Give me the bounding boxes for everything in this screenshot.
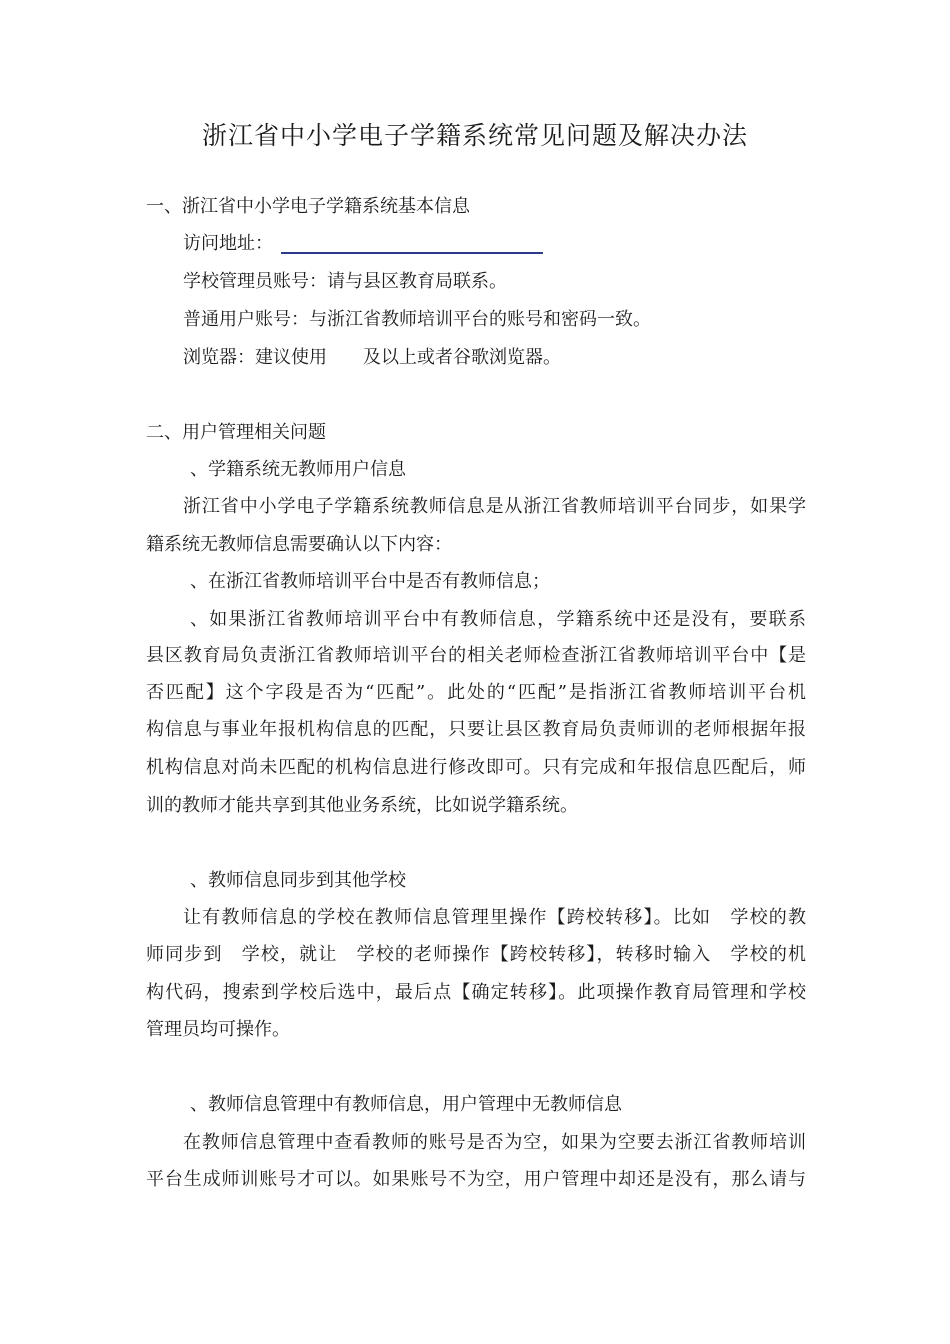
q3-paragraph-line: 在教师信息管理中查看教师的账号是否为空，如果为空要去浙江省教师培训 (183, 1132, 806, 1153)
browser-line: 浏览器：建议使用 及以上或者谷歌浏览器。 (183, 347, 561, 368)
access-address-label: 访问地址： (183, 233, 273, 254)
q1-item2-line: 训的教师才能共享到其他业务系统，比如说学籍系统。 (146, 795, 578, 816)
section2-heading: 二、用户管理相关问题 (146, 422, 326, 443)
q3-paragraph-line: 平台生成师训账号才可以。如果账号不为空，用户管理中却还是没有，那么请与 (146, 1169, 806, 1190)
q1-item2-line: 构信息与事业年报机构信息的匹配，只要让县区教育局负责师训的老师根据年报 (146, 719, 806, 740)
admin-account-line: 学校管理员账号：请与县区教育局联系。 (183, 271, 507, 292)
q1-title: 、学籍系统无教师用户信息 (190, 459, 406, 480)
q1-paragraph-line: 浙江省中小学电子学籍系统教师信息是从浙江省教师培训平台同步，如果学 (183, 496, 806, 517)
q2-paragraph-line: 管理员均可操作。 (146, 1019, 290, 1040)
q3-title: 、教师信息管理中有教师信息，用户管理中无教师信息 (190, 1094, 622, 1115)
q1-item2-line: 否匹配】这个字段是否为“匹配”。此处的“匹配”是指浙江省教师培训平台机 (146, 682, 806, 703)
q2-paragraph-line: 让有教师信息的学校在教师信息管理里操作【跨校转移】。比如 学校的教 (183, 907, 806, 928)
user-account-line: 普通用户账号：与浙江省教师培训平台的账号和密码一致。 (183, 309, 651, 330)
q2-paragraph-line: 构代码，搜索到学校后选中，最后点【确定转移】。此项操作教育局管理和学校 (146, 982, 806, 1003)
q1-item2-line: 县区教育局负责浙江省教师培训平台的相关老师检查浙江省教师培训平台中【是 (146, 645, 806, 666)
q1-item1: 、在浙江省教师培训平台中是否有教师信息； (190, 571, 550, 592)
document-title: 浙江省中小学电子学籍系统常见问题及解决办法 (201, 121, 748, 150)
access-address-line (183, 231, 543, 257)
access-address-link[interactable] (281, 234, 543, 254)
q2-title: 、教师信息同步到其他学校 (190, 870, 406, 891)
q1-item2-line: 机构信息对尚未匹配的机构信息进行修改即可。只有完成和年报信息匹配后，师 (146, 757, 806, 778)
q1-item2-line: 、如果浙江省教师培训平台中有教师信息，学籍系统中还是没有，要联系 (190, 609, 806, 630)
q1-paragraph-line: 籍系统无教师信息需要确认以下内容： (146, 534, 452, 555)
section1-heading: 一、浙江省中小学电子学籍系统基本信息 (146, 196, 470, 217)
q2-paragraph-line: 师同步到 学校，就让 学校的老师操作【跨校转移】，转移时输入 学校的机 (146, 944, 806, 965)
